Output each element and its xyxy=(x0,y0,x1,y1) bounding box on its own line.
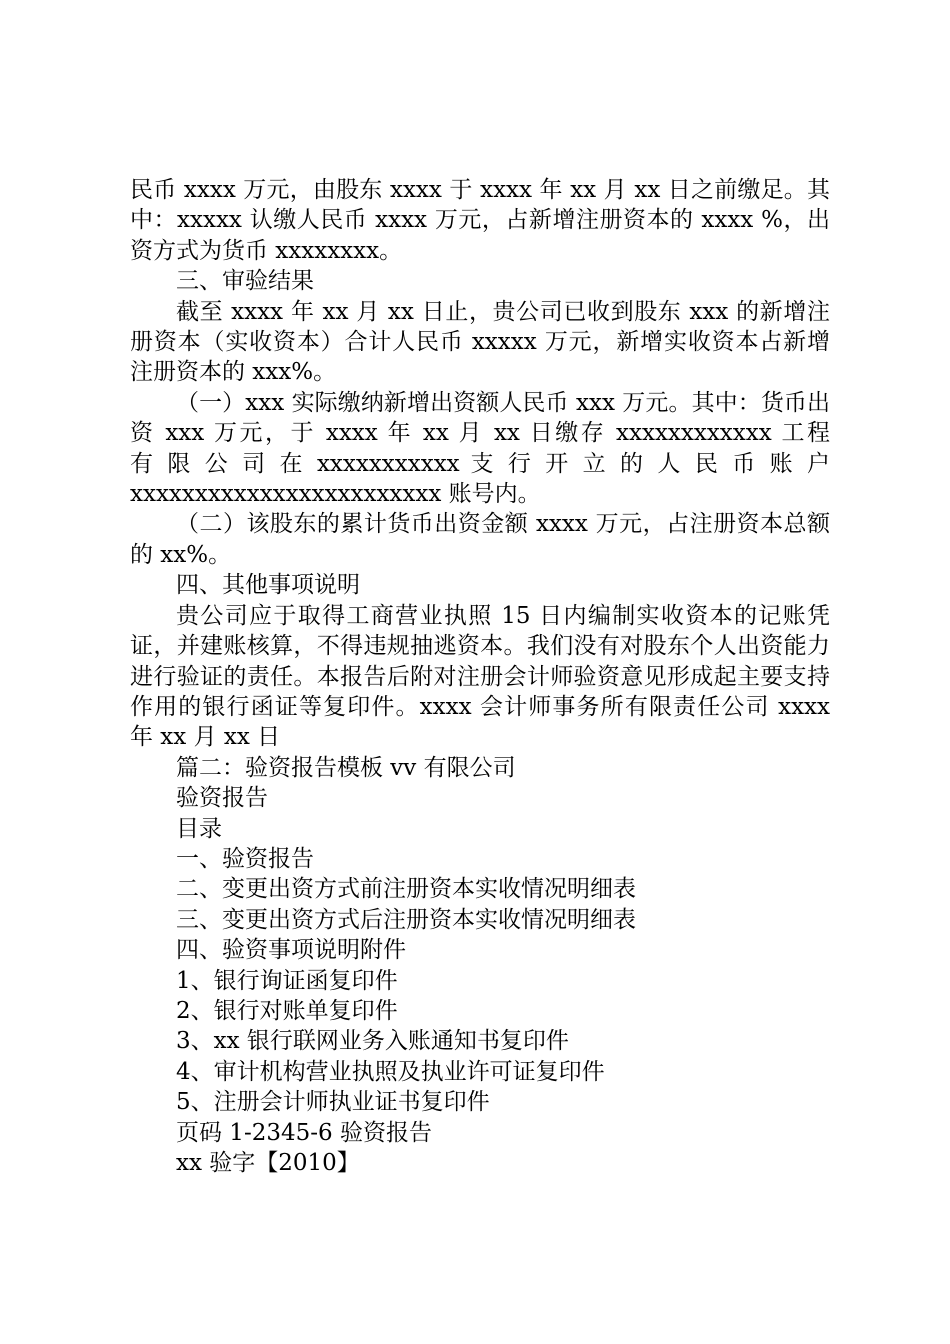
report-title: 验资报告 xyxy=(176,785,268,812)
toc-subitem: 3、xx 银行联网业务入账通知书复印件 xyxy=(176,1028,569,1055)
paragraph-capital-contribution: 民币 xxxx 万元，由股东 xxxx 于 xxxx 年 xx 月 xx 日之前缴足。其中：xxxxx 认缴人民币 xxxx 万元，占新增注册资本的 xxxx %，出资方式为货币 xxxxxxxx。 xyxy=(130,177,830,264)
toc-item: 二、变更出资方式前注册资本实收情况明细表 xyxy=(176,876,636,903)
heading-audit-result: 三、审验结果 xyxy=(176,268,314,295)
paragraph-audit-result: 截至 xxxx 年 xx 月 xx 日止，贵公司已收到股东 xxx 的新增注册资本（实收资本）合计人民币 xxxxx 万元，新增实收资本占新增注册资本的 xxx%。 xyxy=(130,298,830,386)
paragraph-other-matters: 贵公司应于取得工商营业执照 15 日内编制实收资本的记账凭证，并建账核算，不得违规抽逃资本。我们没有对股东个人出资能力进行验证的责任。本报告后附对注册会计师验资意见形成起主要支持作用的银行函证等复印件。xxxx 会计师事务所有限责任公司 xxxx 年 xx 月 xx 日 xyxy=(130,602,830,751)
page-reference: 页码 1-2345-6 验资报告 xyxy=(176,1119,432,1146)
toc-item: 三、变更出资方式后注册资本实收情况明细表 xyxy=(176,906,636,933)
toc-item: 四、验资事项说明附件 xyxy=(176,937,406,964)
toc-subitem: 1、银行询证函复印件 xyxy=(176,967,398,994)
toc-subitem: 4、审计机构营业执照及执业许可证复印件 xyxy=(176,1058,605,1085)
heading-other-matters: 四、其他事项说明 xyxy=(176,572,360,599)
toc-heading: 目录 xyxy=(176,815,222,842)
paragraph-item-two: （二）该股东的累计货币出资金额 xxxx 万元，占注册资本总额的 xx%。 xyxy=(130,511,830,568)
paragraph-item-one: （一）xxx 实际缴纳新增出资额人民币 xxx 万元。其中：货币出资 xxx 万元，于 xxxx 年 xx 月 xx 日缴存 xxxxxxxxxxxx 工程 xyxy=(130,389,830,447)
document-body xyxy=(130,175,830,1178)
toc-subitem: 5、注册会计师执业证书复印件 xyxy=(176,1089,490,1116)
toc-item: 一、验资报告 xyxy=(176,845,314,872)
section-title-part-two: 篇二：验资报告模板 vv 有限公司 xyxy=(176,754,516,781)
paragraph-item-one-bank: 有 限 公 司 在 xxxxxxxxxxx 支 行 开 立 的 人 民 币 账 户 xyxy=(130,450,830,477)
paragraph-item-one-account: xxxxxxxxxxxxxxxxxxxxxxxx 账号内。 xyxy=(130,481,541,508)
toc-subitem: 2、银行对账单复印件 xyxy=(176,997,398,1024)
document-number: xx 验字【2010】 xyxy=(176,1150,360,1176)
